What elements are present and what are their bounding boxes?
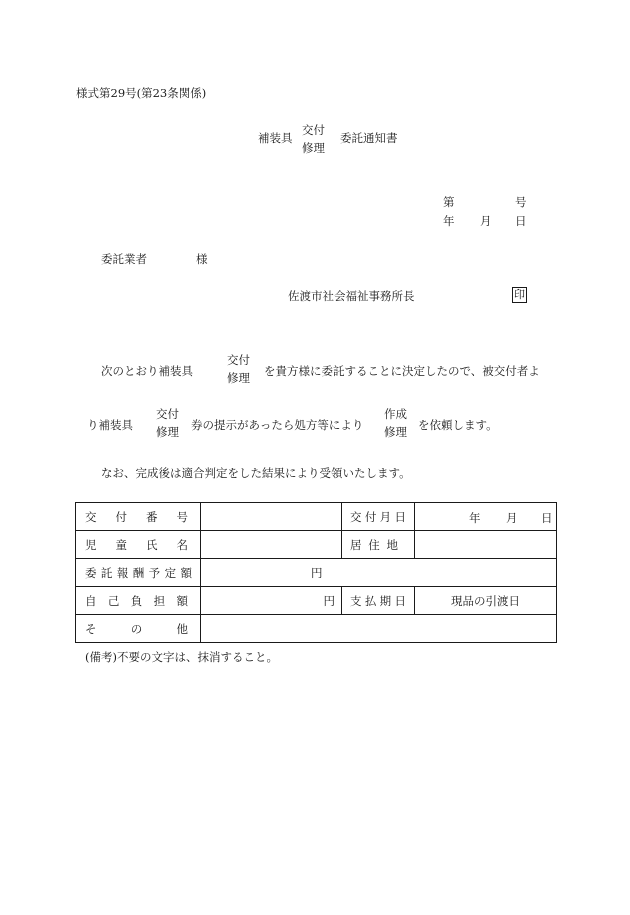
planned-fee-yen: 円: [311, 565, 323, 580]
title-suffix: 委託通知書: [340, 131, 398, 145]
seal-stamp: 印: [514, 288, 525, 301]
body-line1-suffix: を貴方様に委託することに決定したので、被交付者よ: [264, 364, 540, 378]
date-year: 年: [443, 214, 455, 228]
residence-value[interactable]: [415, 531, 557, 559]
table-row: [76, 531, 557, 559]
table-row: [76, 503, 557, 531]
body-line2-stack2: [384, 405, 407, 441]
body-line3: なお、完成後は適合判定をした結果により受領いたします。: [101, 466, 411, 480]
body-line2-suffix: を依頼します。: [418, 418, 498, 432]
issue-number-value[interactable]: [201, 503, 342, 531]
planned-fee-label: 委託報酬予定額: [76, 559, 201, 587]
body-line1-stack: [227, 351, 250, 387]
other-value[interactable]: [201, 615, 557, 643]
body-line2-stack2-bottom: 修理: [384, 425, 407, 439]
body-line1-stack-bottom: 修理: [227, 371, 250, 385]
body-line1-stack-top: 交付: [227, 353, 250, 367]
self-pay-value[interactable]: [201, 587, 342, 615]
date-day: 日: [515, 214, 527, 228]
residence-label: 居住地: [342, 531, 415, 559]
form-number: 様式第29号(第23条関係): [76, 86, 207, 100]
title-stack-top: 交付: [302, 123, 325, 137]
table-row: [76, 587, 557, 615]
body-line2-stack2-top: 作成: [384, 407, 407, 421]
table-row: [76, 615, 557, 643]
date-month: 月: [480, 214, 492, 228]
issue-date-value[interactable]: [415, 503, 557, 531]
child-name-label: 児童氏名: [76, 531, 201, 559]
doc-number-dai: 第: [443, 195, 455, 209]
addressee-honorific: 様: [196, 252, 208, 266]
body-line2-stack-top: 交付: [156, 407, 179, 421]
body-line2-stack-bottom: 修理: [156, 425, 179, 439]
sender-name: 佐渡市社会福祉事務所長: [288, 289, 415, 303]
body-line1-prefix: 次のとおり補装具: [101, 364, 193, 378]
child-name-value[interactable]: [201, 531, 342, 559]
title-stack: [302, 121, 325, 157]
issue-date-year: 年: [469, 511, 481, 525]
payment-due-value: 現品の引渡日: [415, 587, 557, 615]
self-pay-yen: 円: [323, 593, 335, 608]
planned-fee-value[interactable]: [201, 559, 557, 587]
other-label: その他: [76, 615, 201, 643]
info-table: [75, 502, 557, 643]
table-row: [76, 559, 557, 587]
addressee-label: 委託業者: [101, 252, 147, 266]
title-prefix: 補装具: [258, 131, 293, 145]
body-line2-middle: 券の提示があったら処方等により: [191, 418, 364, 432]
issue-number-label: 交付番号: [76, 503, 201, 531]
payment-due-label: 支払期日: [342, 587, 415, 615]
issue-date-month: 月: [506, 511, 518, 525]
doc-number-go: 号: [515, 195, 527, 209]
issue-date-label: 交付月日: [342, 503, 415, 531]
body-line2-prefix: り補装具: [87, 418, 133, 432]
self-pay-label: 自己負担額: [76, 587, 201, 615]
note: (備考)不要の文字は、抹消すること。: [85, 650, 278, 664]
body-line2-stack: [156, 405, 179, 441]
title-stack-bottom: 修理: [302, 141, 325, 155]
issue-date-day: 日: [541, 511, 553, 525]
